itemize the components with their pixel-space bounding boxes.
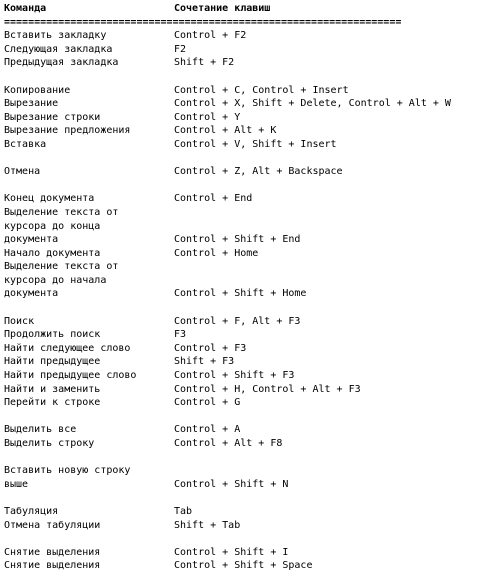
table-row	[4, 97, 494, 111]
row-spacer	[4, 451, 494, 465]
shortcut-cell: Control + End	[174, 193, 253, 205]
shortcut-cell	[174, 220, 494, 234]
row-spacer	[4, 179, 494, 193]
shortcut-cell: Control + H, Control + Alt + F3	[174, 383, 361, 395]
table-row	[4, 546, 494, 560]
shortcut-table	[4, 2, 494, 573]
table-row	[4, 355, 494, 369]
table-row	[4, 437, 494, 451]
table-row	[4, 247, 494, 261]
command-cell: Вырезание	[4, 98, 59, 110]
table-row	[4, 315, 494, 329]
command-cell: курсора до начала	[4, 274, 107, 286]
shortcut-cell	[174, 260, 494, 274]
shortcut-cell	[174, 206, 494, 220]
command-cell: Отмена табуляции	[4, 519, 101, 531]
command-cell: курсора до конца	[4, 220, 101, 232]
table-row	[4, 111, 494, 125]
table-row	[4, 396, 494, 410]
command-cell: документа	[4, 234, 59, 246]
shortcut-cell: Control + Z, Alt + Backspace	[174, 166, 343, 178]
shortcut-column-header: Сочетание клавиш	[174, 3, 271, 14]
table-row	[4, 233, 494, 247]
shortcut-cell: Shift + F2	[174, 57, 235, 69]
table-row	[4, 342, 494, 356]
header-divider: ==================================================================	[4, 16, 402, 28]
row-spacer	[4, 491, 494, 505]
command-cell: Начало документа	[4, 247, 101, 259]
shortcut-cell: Control + C, Control + Insert	[174, 84, 349, 96]
command-cell: Вырезание строки	[4, 111, 101, 123]
table-row	[4, 260, 494, 274]
table-row	[4, 192, 494, 206]
shortcut-cell: Shift + F3	[174, 356, 235, 368]
table-row	[4, 29, 494, 43]
command-cell: Перейти к строке	[4, 397, 101, 409]
row-spacer	[4, 532, 494, 546]
table-row	[4, 84, 494, 98]
command-cell: Продолжить поиск	[4, 329, 101, 341]
table-row	[4, 43, 494, 57]
command-cell: Вставить новую строку	[4, 465, 131, 477]
shortcut-cell: Control + Alt + K	[174, 125, 277, 137]
shortcut-cell	[174, 464, 494, 478]
command-cell: Выделить все	[4, 424, 77, 436]
shortcut-cell: Control + Shift + Space	[174, 560, 313, 572]
shortcut-cell: Control + Shift + Home	[174, 288, 307, 300]
shortcut-cell: Control + Shift + I	[174, 546, 289, 558]
command-cell: Найти предыдущее слово	[4, 370, 137, 382]
shortcut-cell: Shift + Tab	[174, 519, 241, 531]
table-row	[4, 124, 494, 138]
command-cell: Следующая закладка	[4, 43, 113, 55]
command-cell: Копирование	[4, 84, 71, 96]
command-cell: Найти следующее слово	[4, 342, 131, 354]
command-cell: Выделить строку	[4, 438, 95, 449]
table-row	[4, 206, 494, 220]
command-cell: Вырезание предложения	[4, 125, 131, 137]
shortcut-cell: Control + X, Shift + Delete, Control + Alt + W	[174, 98, 451, 110]
table-row	[4, 165, 494, 179]
table-row	[4, 138, 494, 152]
table-row	[4, 464, 494, 478]
shortcut-cell: F2	[174, 43, 187, 55]
command-cell: Отмена	[4, 166, 41, 178]
command-cell: документа	[4, 288, 59, 300]
command-cell: Выделение текста от	[4, 261, 119, 273]
table-row	[4, 383, 494, 397]
row-spacer	[4, 410, 494, 424]
shortcut-cell: Control + A	[174, 424, 241, 436]
command-cell: Снятие выделения	[4, 546, 101, 558]
command-column-header: Команда	[4, 3, 47, 14]
row-spacer	[4, 152, 494, 166]
table-row	[4, 274, 494, 288]
table-row	[4, 423, 494, 437]
command-cell: Конец документа	[4, 193, 95, 205]
command-cell: Снятие выделения	[4, 560, 101, 572]
command-cell: Найти предыдущее	[4, 356, 101, 368]
command-cell: выше	[4, 478, 29, 490]
table-row	[4, 328, 494, 342]
table-row	[4, 559, 494, 573]
command-cell: Табуляция	[4, 505, 59, 517]
row-spacer	[4, 70, 494, 84]
shortcut-cell: Control + V, Shift + Insert	[174, 138, 337, 150]
shortcut-cell: Control + Shift + End	[174, 234, 301, 246]
command-cell: Вставка	[4, 138, 47, 150]
table-row	[4, 287, 494, 301]
shortcut-cell	[174, 274, 494, 288]
shortcut-cell: Control + Y	[174, 111, 241, 123]
table-row	[4, 505, 494, 519]
table-row	[4, 478, 494, 492]
command-cell: Найти и заменить	[4, 383, 101, 395]
row-spacer	[4, 301, 494, 315]
command-cell: Поиск	[4, 315, 35, 327]
shortcut-cell: F3	[174, 329, 187, 341]
shortcut-cell: Control + Alt + F8	[174, 438, 283, 449]
shortcut-cell: Control + F, Alt + F3	[174, 315, 301, 327]
table-row	[4, 369, 494, 383]
shortcut-cell: Control + Shift + F3	[174, 370, 295, 382]
table-row	[4, 519, 494, 533]
command-cell: Вставить закладку	[4, 30, 107, 42]
table-header	[4, 2, 494, 16]
shortcut-cell: Control + F2	[174, 30, 247, 42]
shortcut-cell: Control + G	[174, 397, 241, 409]
command-cell: Предыдущая закладка	[4, 57, 119, 69]
table-row	[4, 220, 494, 234]
shortcut-cell: Control + Shift + N	[174, 478, 289, 490]
command-cell: Выделение текста от	[4, 206, 119, 218]
table-body	[4, 29, 494, 573]
shortcut-cell: Tab	[174, 505, 193, 517]
table-row	[4, 56, 494, 70]
shortcut-cell: Control + Home	[174, 247, 259, 259]
shortcut-cell: Control + F3	[174, 342, 247, 354]
